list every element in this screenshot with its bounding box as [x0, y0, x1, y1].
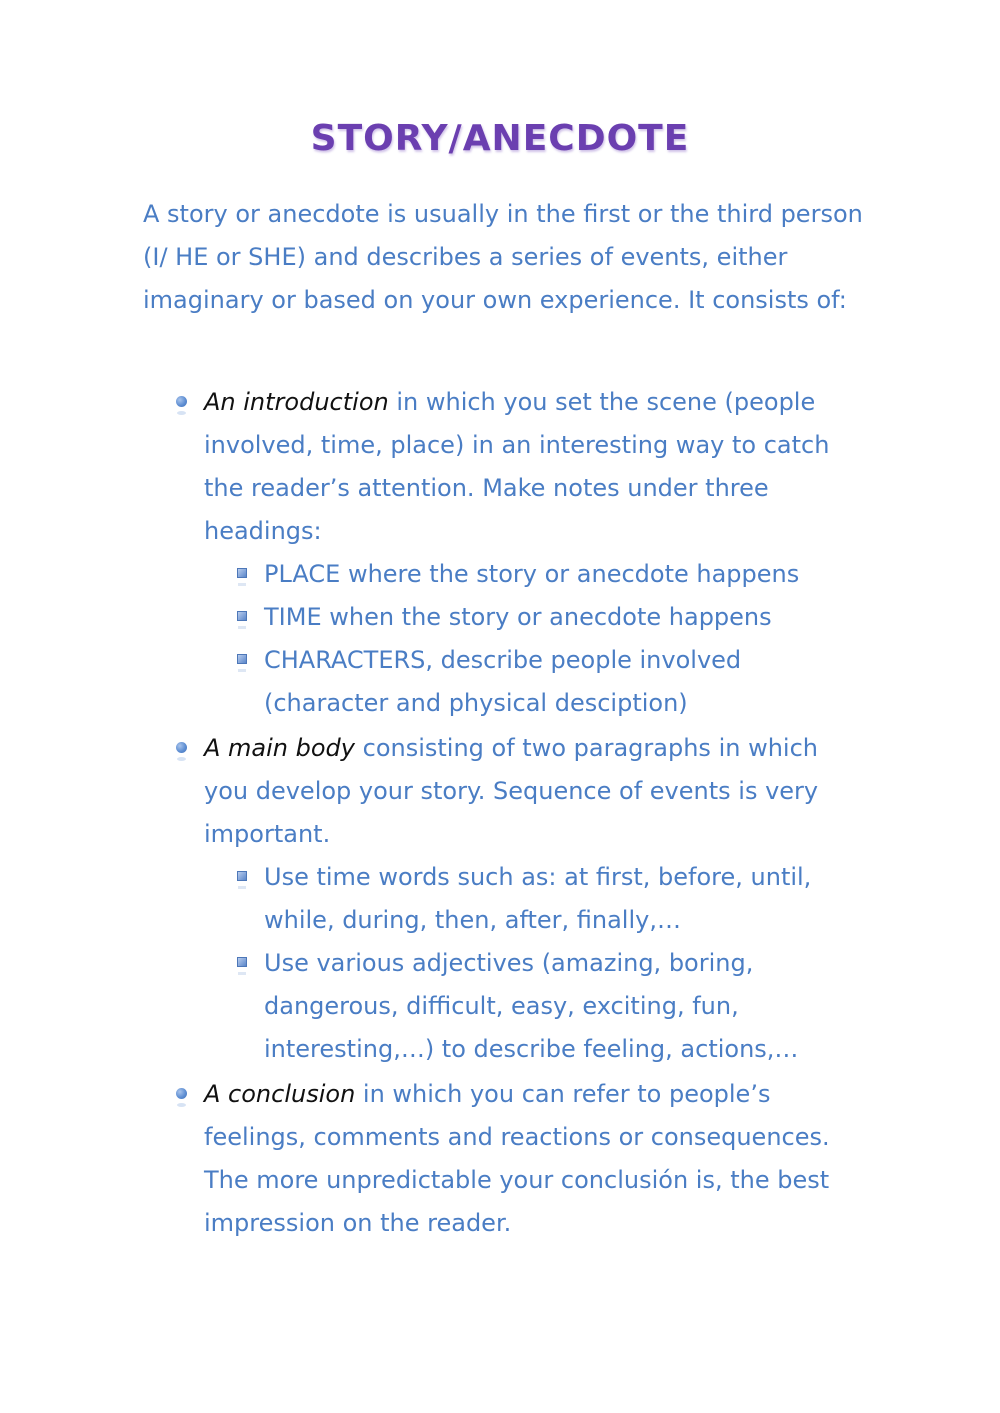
round-bullet-icon	[176, 396, 187, 407]
round-bullet-icon	[176, 1088, 187, 1099]
square-bullet-icon	[237, 654, 247, 664]
list-item-conclusion	[204, 1073, 864, 1245]
structure-list	[204, 381, 864, 1247]
sublist-item-text: Use various adjectives (amazing, boring, dangerous, difficult, easy, exciting, fun, interesting,…) to describe feeling, actions,…	[264, 949, 799, 1063]
sublist-item	[264, 942, 864, 1071]
sublist-item	[264, 639, 864, 725]
sublist-item-text: CHARACTERS, describe people involved (character and physical desciption)	[264, 646, 742, 717]
page-title: STORY/ANECDOTE	[310, 118, 690, 159]
list-item-introduction	[204, 381, 864, 725]
sublist-item	[264, 553, 864, 596]
round-bullet-icon	[176, 742, 187, 753]
item-lead: An introduction	[204, 388, 389, 416]
sublist-item	[264, 856, 864, 942]
item-lead: A main body	[204, 734, 355, 762]
item-text: in which you set the scene (people involved, time, place) in an interesting way to catch the reader’s attention. Make notes under three headings:	[204, 388, 830, 545]
intro-paragraph: A story or anecdote is usually in the first or the third person (I/ HE or SHE) and describes a series of events, either imaginary or based on your own experience. It consists of:	[143, 200, 863, 314]
item-lead: A conclusion	[204, 1080, 356, 1108]
square-bullet-icon	[237, 957, 247, 967]
sublist-item-text: Use time words such as: at first, before, until, while, during, then, after, finally,…	[264, 863, 812, 934]
list-item-main-body	[204, 727, 864, 1071]
square-bullet-icon	[237, 611, 247, 621]
sublist	[204, 856, 864, 1071]
square-bullet-icon	[237, 568, 247, 578]
sublist-item-text: TIME when the story or anecdote happens	[264, 603, 772, 631]
sublist	[204, 553, 864, 725]
item-text: consisting of two paragraphs in which you develop your story. Sequence of events is very important.	[204, 734, 819, 848]
square-bullet-icon	[237, 871, 247, 881]
item-text: in which you can refer to people’s feelings, comments and reactions or consequences. The more unpredictable your conclusión is, the best impression on the reader.	[204, 1080, 830, 1237]
sublist-item	[264, 596, 864, 639]
sublist-item-text: PLACE where the story or anecdote happens	[264, 560, 800, 588]
